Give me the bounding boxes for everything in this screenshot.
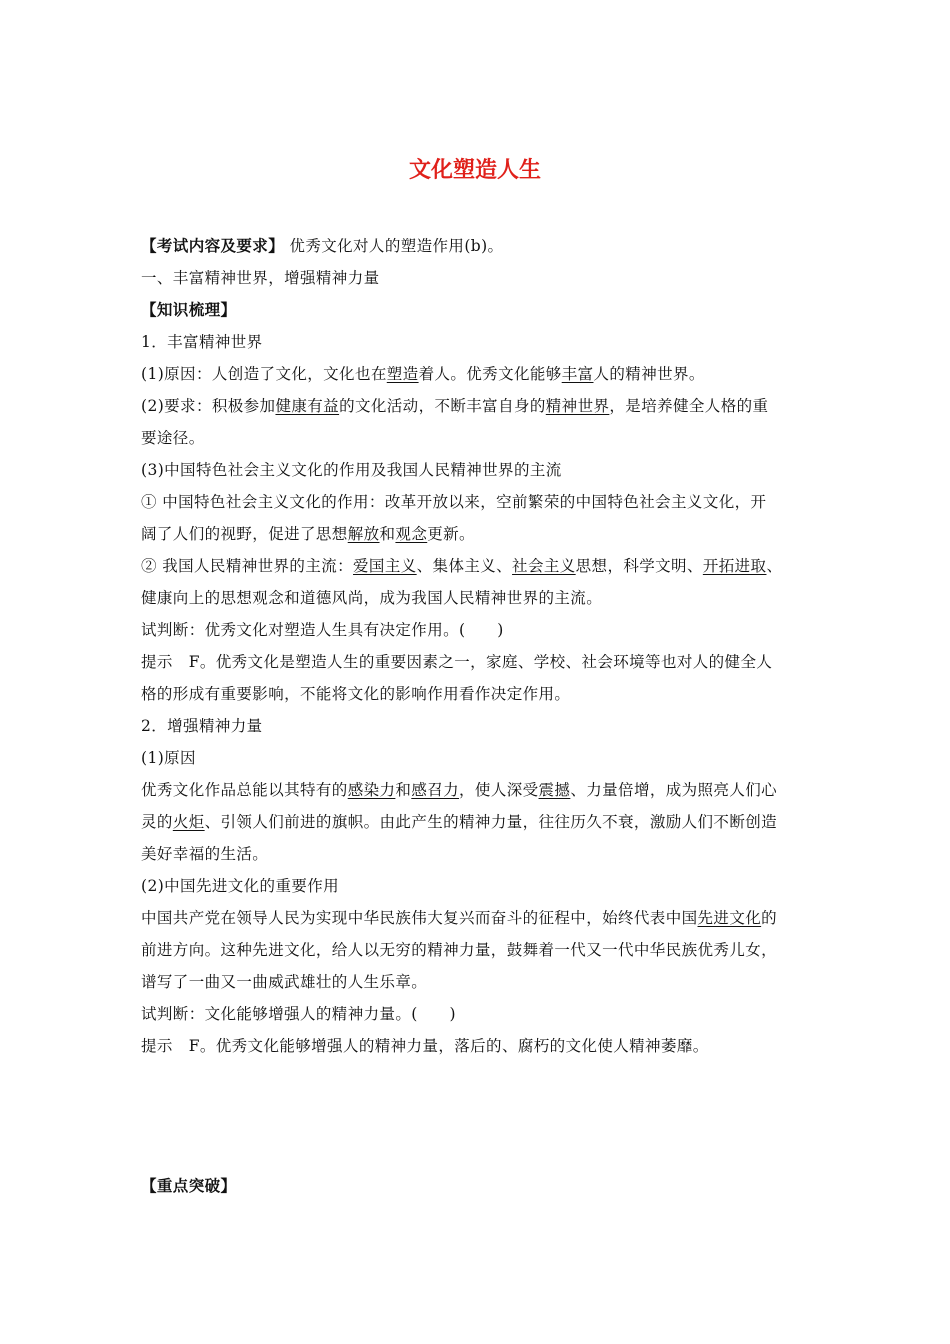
text-segment: 、集体主义、 [416, 557, 513, 575]
text-line [141, 300, 831, 320]
text-segment: 中国共产党在领导人民为实现中华民族伟大复兴而奋斗的征程中，始终代表中国 [141, 909, 698, 927]
underlined-keyword: 塑造 [386, 365, 419, 383]
text-line [141, 812, 831, 832]
text-line [141, 556, 831, 576]
text-segment: 提示 F。优秀文化是塑造人生的重要因素之一，家庭、学校、社会环境等也对人的健全人 [141, 653, 773, 671]
text-line [141, 524, 831, 544]
text-line [141, 460, 831, 480]
text-line [141, 1004, 831, 1024]
text-line [141, 428, 831, 448]
text-segment: 思想，科学文明、 [575, 557, 703, 575]
text-line [141, 236, 831, 256]
text-segment: 1．丰富精神世界 [141, 333, 263, 351]
text-segment: ，是培养健全人格的重 [609, 397, 769, 415]
text-segment: ① 中国特色社会主义文化的作用：改革开放以来，空前繁荣的中国特色社会主义文化，开 [141, 493, 767, 511]
text-segment: 试判断：优秀文化对塑造人生具有决定作用。( ) [141, 621, 504, 639]
text-segment: 2．增强精神力量 [141, 717, 263, 735]
text-segment: 更新。 [427, 525, 475, 543]
underlined-keyword: 社会主义 [512, 557, 576, 575]
text-line [141, 1176, 831, 1196]
text-segment: (2)要求：积极参加 [141, 397, 276, 415]
text-segment: 、引领人们前进的旗帜。由此产生的精神力量，往往历久不衰，激励人们不断创造 [204, 813, 778, 831]
text-segment: 和 [395, 781, 412, 799]
underlined-keyword: 健康有益 [275, 397, 340, 415]
underlined-keyword: 火炬 [172, 813, 205, 831]
underlined-keyword: 开拓进取 [702, 557, 767, 575]
text-segment: (2)中国先进文化的重要作用 [141, 877, 340, 895]
text-segment: 试判断：文化能够增强人的精神力量。( ) [141, 1005, 456, 1023]
text-line [141, 748, 831, 768]
text-segment: 格的形成有重要影响，不能将文化的影响作用看作决定作用。 [141, 685, 571, 703]
text-segment: ，使人深受 [459, 781, 539, 799]
text-line [141, 620, 831, 640]
text-segment: 谱写了一曲又一曲威武雄壮的人生乐章。 [141, 973, 428, 991]
text-line [141, 268, 831, 288]
text-segment: 的 [761, 909, 778, 927]
text-line [141, 332, 831, 352]
text-line [141, 876, 831, 896]
section-heading: 【重点突破】 [141, 1176, 237, 1195]
text-line [141, 972, 831, 992]
text-segment: (3)中国特色社会主义文化的作用及我国人民精神世界的主流 [141, 461, 562, 479]
text-segment: 的文化活动，不断丰富自身的 [339, 397, 546, 415]
underlined-keyword: 观念 [395, 525, 428, 543]
text-line [141, 684, 831, 704]
underlined-keyword: 解放 [347, 525, 380, 543]
section-heading: 【知识梳理】 [141, 300, 237, 319]
text-line [141, 588, 831, 608]
text-segment: 着人。优秀文化能够 [418, 365, 562, 383]
text-segment: 要途径。 [141, 429, 205, 447]
text-line [141, 908, 831, 928]
section-heading: 【考试内容及要求】 [141, 236, 285, 255]
text-line [141, 716, 831, 736]
text-segment: (1)原因：人创造了文化，文化也在 [141, 365, 387, 383]
text-segment: (1)原因 [141, 749, 196, 767]
text-segment: 人的精神世界。 [593, 365, 705, 383]
text-line [141, 492, 831, 512]
text-line [141, 396, 831, 416]
document-title: 文化塑造人生 [408, 158, 541, 183]
underlined-keyword: 感召力 [411, 781, 460, 799]
text-line [141, 1036, 831, 1056]
underlined-keyword: 震撼 [538, 781, 571, 799]
text-segment: 、力量倍增，成为照亮人们心 [570, 781, 778, 799]
text-segment: 前进方向。这种先进文化，给人以无穷的精神力量，鼓舞着一代又一代中华民族优秀儿女， [141, 941, 778, 959]
text-segment: 健康向上的思想观念和道德风尚，成为我国人民精神世界的主流。 [141, 589, 603, 607]
underlined-keyword: 丰富 [561, 365, 594, 383]
text-line [141, 780, 831, 800]
text-segment: 提示 F。优秀文化能够增强人的精神力量，落后的、腐朽的文化使人精神萎靡。 [141, 1037, 709, 1055]
text-segment: 优秀文化作品总能以其特有的 [141, 781, 348, 799]
text-segment: 、 [766, 557, 783, 575]
text-segment: 灵的 [141, 813, 173, 831]
text-line [141, 652, 831, 672]
text-segment: 和 [379, 525, 396, 543]
underlined-keyword: 感染力 [347, 781, 396, 799]
text-line [141, 844, 831, 864]
underlined-keyword: 精神世界 [545, 397, 610, 415]
text-segment: 美好幸福的生活。 [141, 845, 269, 863]
underlined-keyword: 先进文化 [697, 909, 762, 927]
text-line [141, 364, 831, 384]
text-segment: ② 我国人民精神世界的主流： [141, 557, 354, 575]
text-line [141, 940, 831, 960]
underlined-keyword: 爱国主义 [353, 557, 417, 575]
text-segment: 一、丰富精神世界，增强精神力量 [141, 269, 380, 287]
text-segment: 阔了人们的视野，促进了思想 [141, 525, 348, 543]
text-segment: 优秀文化对人的塑造作用(b)。 [284, 237, 504, 255]
